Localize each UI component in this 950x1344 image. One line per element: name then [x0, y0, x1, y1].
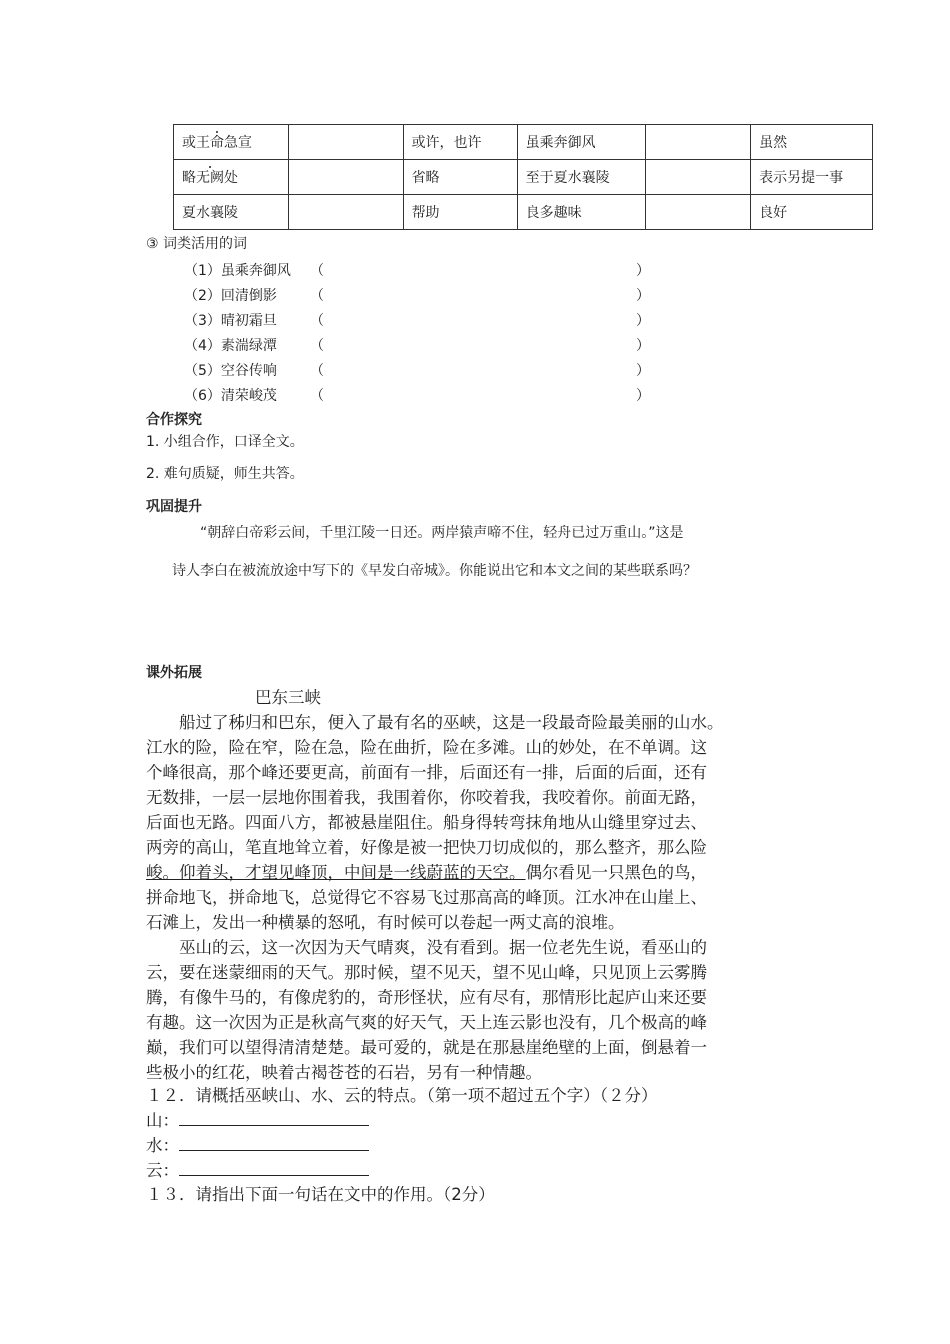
table-cell: 省略: [403, 160, 517, 195]
list-item: （5）空谷传响: [184, 363, 277, 379]
consolidate-text: “朝辞白帝彩云间，千里江陵一日还。两岸猿声啼不住，轻舟已过万重山。”这是: [200, 525, 684, 541]
table-cell: [646, 125, 751, 160]
table-cell: [646, 160, 751, 195]
table-cell: 或许，也许: [403, 125, 517, 160]
article-line: 无数排，一层一层地你围着我，我围着你，你咬着我，我咬着你。前面无路，: [146, 788, 707, 807]
article-line: 两旁的高山，笔直地耸立着，好像是被一把快刀切成似的，那么整齐，那么险: [146, 838, 707, 857]
consolidate-text: 诗人李白在被流放途中写下的《早发白帝城》。你能说出它和本文之间的某些联系吗？: [172, 563, 697, 579]
answer-paren-open: （: [310, 338, 324, 354]
article-line: 巫山的云，这一次因为天气晴爽，没有看到。据一位老先生说，看巫山的: [179, 938, 707, 957]
article-line: 石滩上，发出一种横暴的怒吼，有时候可以卷起一两丈高的浪堆。: [146, 913, 625, 932]
table-cell: 虽乘奔御风: [517, 125, 646, 160]
answer-line: 云：: [146, 1159, 369, 1183]
table-cell: 表示另提一事: [751, 160, 873, 195]
table-cell: [288, 195, 403, 230]
answer-paren-close: ）: [636, 388, 650, 404]
coop-item: 1. 小组合作，口译全文。: [146, 434, 304, 450]
answer-paren-close: ）: [636, 288, 650, 304]
answer-paren-close: ）: [636, 263, 650, 279]
table-row: [174, 125, 873, 160]
article-line: 峻。仰着头，才望见峰顶，中间是一线蔚蓝的天空。偶尔看见一只黑色的鸟，: [146, 863, 707, 882]
table-cell: 或王命急宣: [182, 135, 252, 151]
question-12: １２．请概括巫峡山、水、云的特点。（第一项不超过五个字）（２分）: [146, 1086, 658, 1105]
article-line: 江水的险，险在窄，险在急，险在曲折，险在多滩。山的妙处，在不单调。这: [146, 738, 707, 757]
vocab-table: [173, 124, 873, 230]
answer-blank[interactable]: [179, 1110, 369, 1126]
underlined-sentence: 峻。仰着头，才望见峰顶，中间是一线蔚蓝的天空。: [146, 863, 526, 882]
question-13: １３．请指出下面一句话在文中的作用。（2分）: [146, 1185, 495, 1204]
answer-paren-open: （: [310, 388, 324, 404]
list-item: （1）虽乘奔御风: [184, 263, 291, 279]
answer-line: 山：: [146, 1109, 369, 1133]
coop-item: 2. 难句质疑，师生共答。: [146, 466, 304, 482]
list-item: （6）清荣峻茂: [184, 388, 277, 404]
article-line: 些极小的红花，映着古褐苍苍的石岩，另有一种情趣。: [146, 1063, 542, 1082]
article-line: 船过了秭归和巴东，便入了最有名的巫峡，这是一段最奇险最美丽的山水。: [179, 713, 724, 732]
article-line: 后面也无路。四面八方，都被悬崖阻住。船身得转弯抹角地从山缝里穿过去、: [146, 813, 707, 832]
answer-blank[interactable]: [179, 1160, 369, 1176]
consolidate-heading: 巩固提升: [146, 499, 202, 515]
answer-paren-open: （: [310, 313, 324, 329]
list-item: （2）回清倒影: [184, 288, 277, 304]
table-cell: [288, 125, 403, 160]
answer-line: 水：: [146, 1134, 369, 1158]
extension-heading: 课外拓展: [146, 665, 202, 681]
table-cell: [646, 195, 751, 230]
list-item: （3）晴初霜旦: [184, 313, 277, 329]
table-row: [174, 195, 873, 230]
answer-paren-open: （: [310, 288, 324, 304]
table-cell: 至于夏水襄陵: [517, 160, 646, 195]
table-cell: 夏水襄陵: [174, 195, 289, 230]
table-cell: 良好: [751, 195, 873, 230]
table-cell: 虽然: [751, 125, 873, 160]
table-cell: 帮助: [403, 195, 517, 230]
answer-paren-close: ）: [636, 338, 650, 354]
table-cell: [288, 160, 403, 195]
table-cell: 略无阙处: [182, 170, 238, 186]
table-cell: 良多趣味: [517, 195, 646, 230]
answer-paren-close: ）: [636, 313, 650, 329]
table-row: [174, 160, 873, 195]
section-title: ③ 词类活用的词: [146, 236, 248, 252]
article-body: [146, 710, 724, 1085]
article-line: 个峰很高，那个峰还要更高，前面有一排，后面还有一排，后面的后面，还有: [146, 763, 707, 782]
answer-paren-open: （: [310, 363, 324, 379]
article-line: 巅，我们可以望得清清楚楚。最可爱的，就是在那悬崖绝壁的上面，倒悬着一: [146, 1038, 707, 1057]
article-line: 云，要在迷蒙细雨的天气。那时候，望不见天，望不见山峰，只见顶上云雾腾: [146, 963, 707, 982]
article-line: 腾，有像牛马的，有像虎豹的，奇形怪状，应有尽有，那情形比起庐山来还要: [146, 988, 707, 1007]
answer-blank[interactable]: [179, 1135, 369, 1151]
article-title: 巴东三峡: [255, 688, 321, 707]
list-item: （4）素湍绿潭: [184, 338, 277, 354]
coop-heading: 合作探究: [146, 412, 202, 428]
answer-paren-open: （: [310, 263, 324, 279]
article-line: 拼命地飞，拼命地飞，总觉得它不容易飞过那高高的峰顶。江水冲在山崖上、: [146, 888, 707, 907]
article-line: 有趣。这一次因为正是秋高气爽的好天气，天上连云影也没有，几个极高的峰: [146, 1013, 707, 1032]
answer-paren-close: ）: [636, 363, 650, 379]
